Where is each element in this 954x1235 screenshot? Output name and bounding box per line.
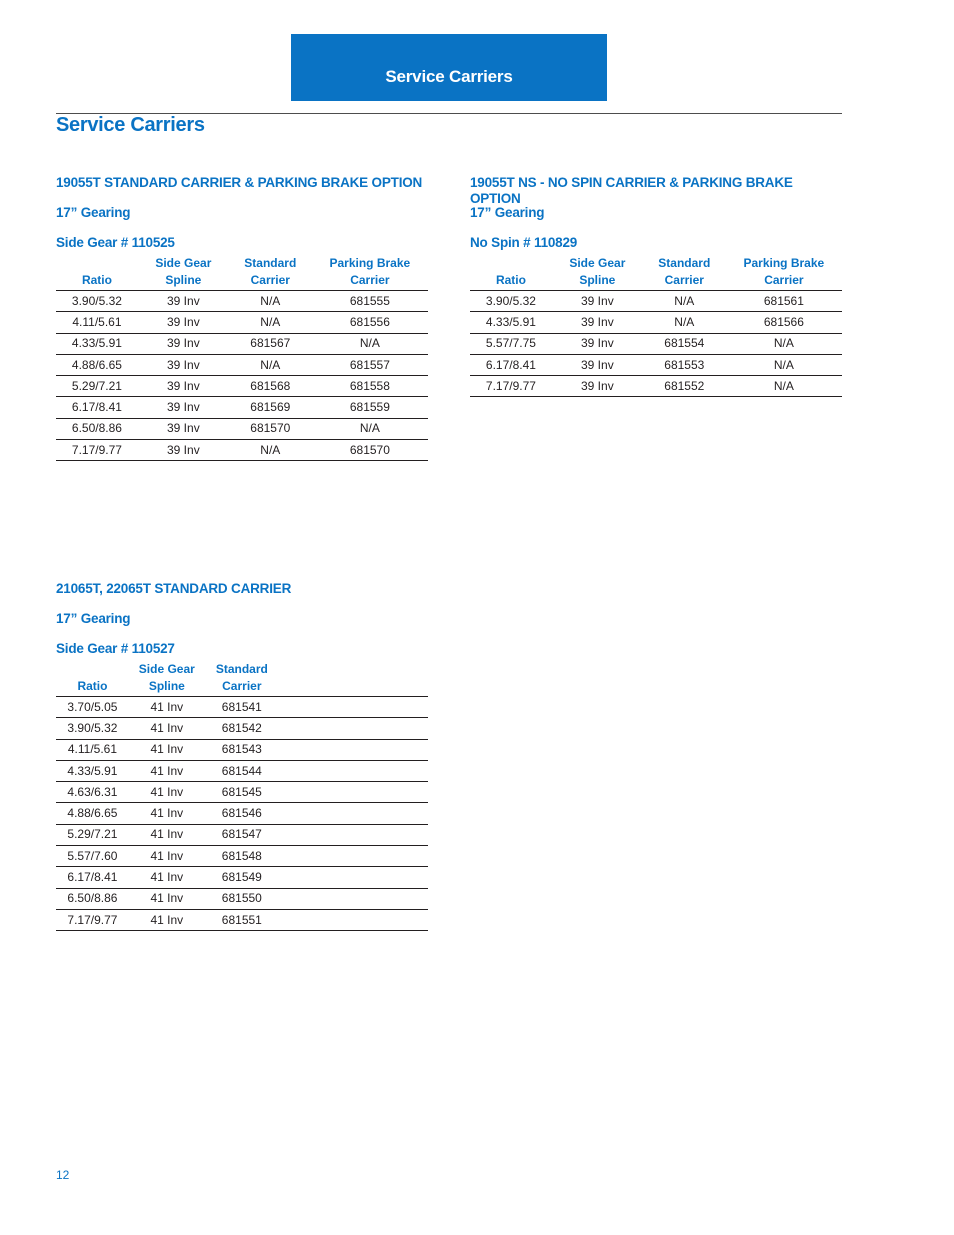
column-header (726, 255, 842, 291)
table-cell: 6.17/8.41 (56, 867, 129, 888)
table-cell: 4.88/6.65 (56, 354, 138, 375)
header-tab (291, 34, 607, 101)
table-cell: 39 Inv (138, 397, 229, 418)
table-cell: 681555 (312, 291, 428, 312)
table-row (56, 354, 428, 375)
column-header-line: Ratio (77, 679, 108, 693)
table-cell: 41 Inv (129, 909, 205, 930)
table-cell: 4.33/5.91 (56, 760, 129, 781)
table-cell: 41 Inv (129, 846, 205, 867)
table-cell: 681543 (205, 739, 279, 760)
carrier-table (56, 661, 428, 931)
table-cell: 3.70/5.05 (56, 697, 129, 718)
table-cell: 4.63/6.31 (56, 782, 129, 803)
table-cell: 4.88/6.65 (56, 803, 129, 824)
section-part-number: No Spin # 110829 (470, 235, 578, 250)
column-header-line: Carrier (250, 273, 290, 287)
table-cell: 681561 (726, 291, 842, 312)
table-cell-empty (279, 867, 428, 888)
table-cell: 681570 (312, 440, 428, 461)
table-cell: 681546 (205, 803, 279, 824)
table-cell: N/A (229, 354, 312, 375)
column-header-line: Carrier (764, 273, 804, 287)
column-header (229, 255, 312, 291)
table-cell: N/A (726, 354, 842, 375)
table-cell: 39 Inv (138, 376, 229, 397)
table-row (56, 440, 428, 461)
table-cell: 681548 (205, 846, 279, 867)
table-cell: 681544 (205, 760, 279, 781)
table-row (56, 846, 428, 867)
section-part-number: Side Gear # 110525 (56, 235, 175, 250)
table-cell: 7.17/9.77 (56, 909, 129, 930)
table-row (470, 354, 842, 375)
table-cell: 7.17/9.77 (470, 376, 552, 397)
table-cell: 681545 (205, 782, 279, 803)
column-header-line: Spline (165, 273, 202, 287)
table-cell-empty (279, 718, 428, 739)
section-19055t-standard (56, 175, 428, 461)
table-row (56, 697, 428, 718)
column-header (205, 661, 279, 697)
table-cell: 681568 (229, 376, 312, 397)
table-cell: N/A (229, 312, 312, 333)
section-title: 19055T NS - NO SPIN CARRIER & PARKING BRAKE OPTION (470, 175, 793, 206)
table-cell: 681554 (643, 333, 726, 354)
table-cell: 39 Inv (138, 354, 229, 375)
table-cell: 7.17/9.77 (56, 440, 138, 461)
table-row (56, 909, 428, 930)
table-cell: 5.57/7.60 (56, 846, 129, 867)
table-cell: 681557 (312, 354, 428, 375)
table-cell: 681558 (312, 376, 428, 397)
table-cell: 681551 (205, 909, 279, 930)
header-tab-label: Service Carriers (385, 66, 513, 86)
table-row (56, 760, 428, 781)
column-header-line: Spline (148, 679, 185, 693)
table-cell: 39 Inv (138, 440, 229, 461)
table-row (56, 376, 428, 397)
column-header (56, 255, 138, 291)
table-cell-empty (279, 760, 428, 781)
carrier-table (56, 255, 428, 461)
page-number: 12 (56, 1168, 70, 1182)
section-title: 19055T STANDARD CARRIER & PARKING BRAKE OPTION (56, 175, 423, 190)
table-cell: 5.29/7.21 (56, 824, 129, 845)
table-cell: 681542 (205, 718, 279, 739)
table-cell: 39 Inv (138, 418, 229, 439)
table-header-row (56, 255, 428, 291)
table-cell: 41 Inv (129, 803, 205, 824)
table-cell: 681541 (205, 697, 279, 718)
column-header-line: Parking Brake (329, 256, 411, 270)
table-cell: 681570 (229, 418, 312, 439)
table-cell: 681569 (229, 397, 312, 418)
table-cell: N/A (643, 312, 726, 333)
table-header-row (470, 255, 842, 291)
table-cell: N/A (229, 291, 312, 312)
section-part-number: Side Gear # 110527 (56, 641, 175, 656)
table-cell-empty (279, 803, 428, 824)
column-header-line: Standard (215, 662, 268, 676)
table-cell: 681556 (312, 312, 428, 333)
table-cell-empty (279, 824, 428, 845)
table-cell: N/A (229, 440, 312, 461)
column-header-line: Standard (244, 256, 297, 270)
table-cell: 681553 (643, 354, 726, 375)
table-row (56, 739, 428, 760)
table-cell: 41 Inv (129, 718, 205, 739)
table-cell-empty (279, 782, 428, 803)
column-header-line: Side Gear (155, 256, 212, 270)
table-cell-empty (279, 846, 428, 867)
table-cell: 41 Inv (129, 739, 205, 760)
table-row (56, 291, 428, 312)
section-gearing: 17” Gearing (56, 205, 131, 220)
table-row (56, 867, 428, 888)
table-cell: 681559 (312, 397, 428, 418)
table-cell: 6.50/8.86 (56, 418, 138, 439)
table-cell: 6.17/8.41 (56, 397, 138, 418)
table-header-row (56, 661, 428, 697)
table-cell-empty (279, 739, 428, 760)
table-cell: 41 Inv (129, 782, 205, 803)
section-19055t-ns-no-spin (470, 175, 842, 397)
table-row (56, 418, 428, 439)
column-header (552, 255, 643, 291)
column-header-line: Carrier (222, 679, 262, 693)
table-cell: 6.50/8.86 (56, 888, 129, 909)
table-cell: 39 Inv (138, 333, 229, 354)
section-gearing: 17” Gearing (56, 611, 131, 626)
column-header (138, 255, 229, 291)
table-cell: 6.17/8.41 (470, 354, 552, 375)
table-cell: 39 Inv (552, 376, 643, 397)
section-gearing: 17” Gearing (470, 205, 545, 220)
table-row (56, 782, 428, 803)
table-cell-empty (279, 909, 428, 930)
column-header-line: Standard (658, 256, 711, 270)
table-cell: 3.90/5.32 (56, 718, 129, 739)
table-cell: N/A (312, 333, 428, 354)
table-cell: 41 Inv (129, 697, 205, 718)
table-cell: 41 Inv (129, 760, 205, 781)
table-row (56, 718, 428, 739)
column-header-line: Ratio (495, 273, 526, 287)
table-cell: 4.11/5.61 (56, 739, 129, 760)
table-cell: 681547 (205, 824, 279, 845)
column-header (312, 255, 428, 291)
column-header-line: Carrier (350, 273, 390, 287)
table-cell: 41 Inv (129, 824, 205, 845)
table-cell: 681567 (229, 333, 312, 354)
table-row (470, 312, 842, 333)
column-header (129, 661, 205, 697)
page-title: Service Carriers (56, 114, 205, 136)
table-cell: 39 Inv (552, 291, 643, 312)
table-row (56, 333, 428, 354)
table-cell: N/A (726, 376, 842, 397)
column-header-line: Spline (579, 273, 616, 287)
table-cell: 41 Inv (129, 888, 205, 909)
table-cell: 5.29/7.21 (56, 376, 138, 397)
table-cell: 39 Inv (552, 354, 643, 375)
table-cell: 4.33/5.91 (56, 333, 138, 354)
table-row (470, 333, 842, 354)
table-cell: N/A (643, 291, 726, 312)
table-cell: 39 Inv (552, 312, 643, 333)
column-header (470, 255, 552, 291)
table-cell: 681566 (726, 312, 842, 333)
column-header-empty (279, 661, 428, 697)
table-cell-empty (279, 888, 428, 909)
table-cell: 39 Inv (138, 291, 229, 312)
table-row (56, 824, 428, 845)
column-header (56, 661, 129, 697)
table-cell: 41 Inv (129, 867, 205, 888)
table-cell: N/A (726, 333, 842, 354)
table-cell: N/A (312, 418, 428, 439)
table-cell: 5.57/7.75 (470, 333, 552, 354)
column-header-line: Parking Brake (743, 256, 825, 270)
column-header-line: Side Gear (138, 662, 195, 676)
table-cell: 39 Inv (138, 312, 229, 333)
column-header (643, 255, 726, 291)
column-header-line: Ratio (81, 273, 112, 287)
carrier-table (470, 255, 842, 397)
table-cell: 681550 (205, 888, 279, 909)
table-cell-empty (279, 697, 428, 718)
table-cell: 4.11/5.61 (56, 312, 138, 333)
table-row (56, 888, 428, 909)
table-cell: 681552 (643, 376, 726, 397)
table-row (56, 397, 428, 418)
table-cell: 3.90/5.32 (470, 291, 552, 312)
table-cell: 39 Inv (552, 333, 643, 354)
section-title: 21065T, 22065T STANDARD CARRIER (56, 581, 292, 596)
table-row (470, 376, 842, 397)
table-row (470, 291, 842, 312)
column-header-line: Side Gear (569, 256, 626, 270)
section-21065t-22065t-standard (56, 581, 428, 931)
table-cell: 681549 (205, 867, 279, 888)
table-row (56, 803, 428, 824)
table-cell: 4.33/5.91 (470, 312, 552, 333)
table-row (56, 312, 428, 333)
column-header-line: Carrier (664, 273, 704, 287)
table-cell: 3.90/5.32 (56, 291, 138, 312)
